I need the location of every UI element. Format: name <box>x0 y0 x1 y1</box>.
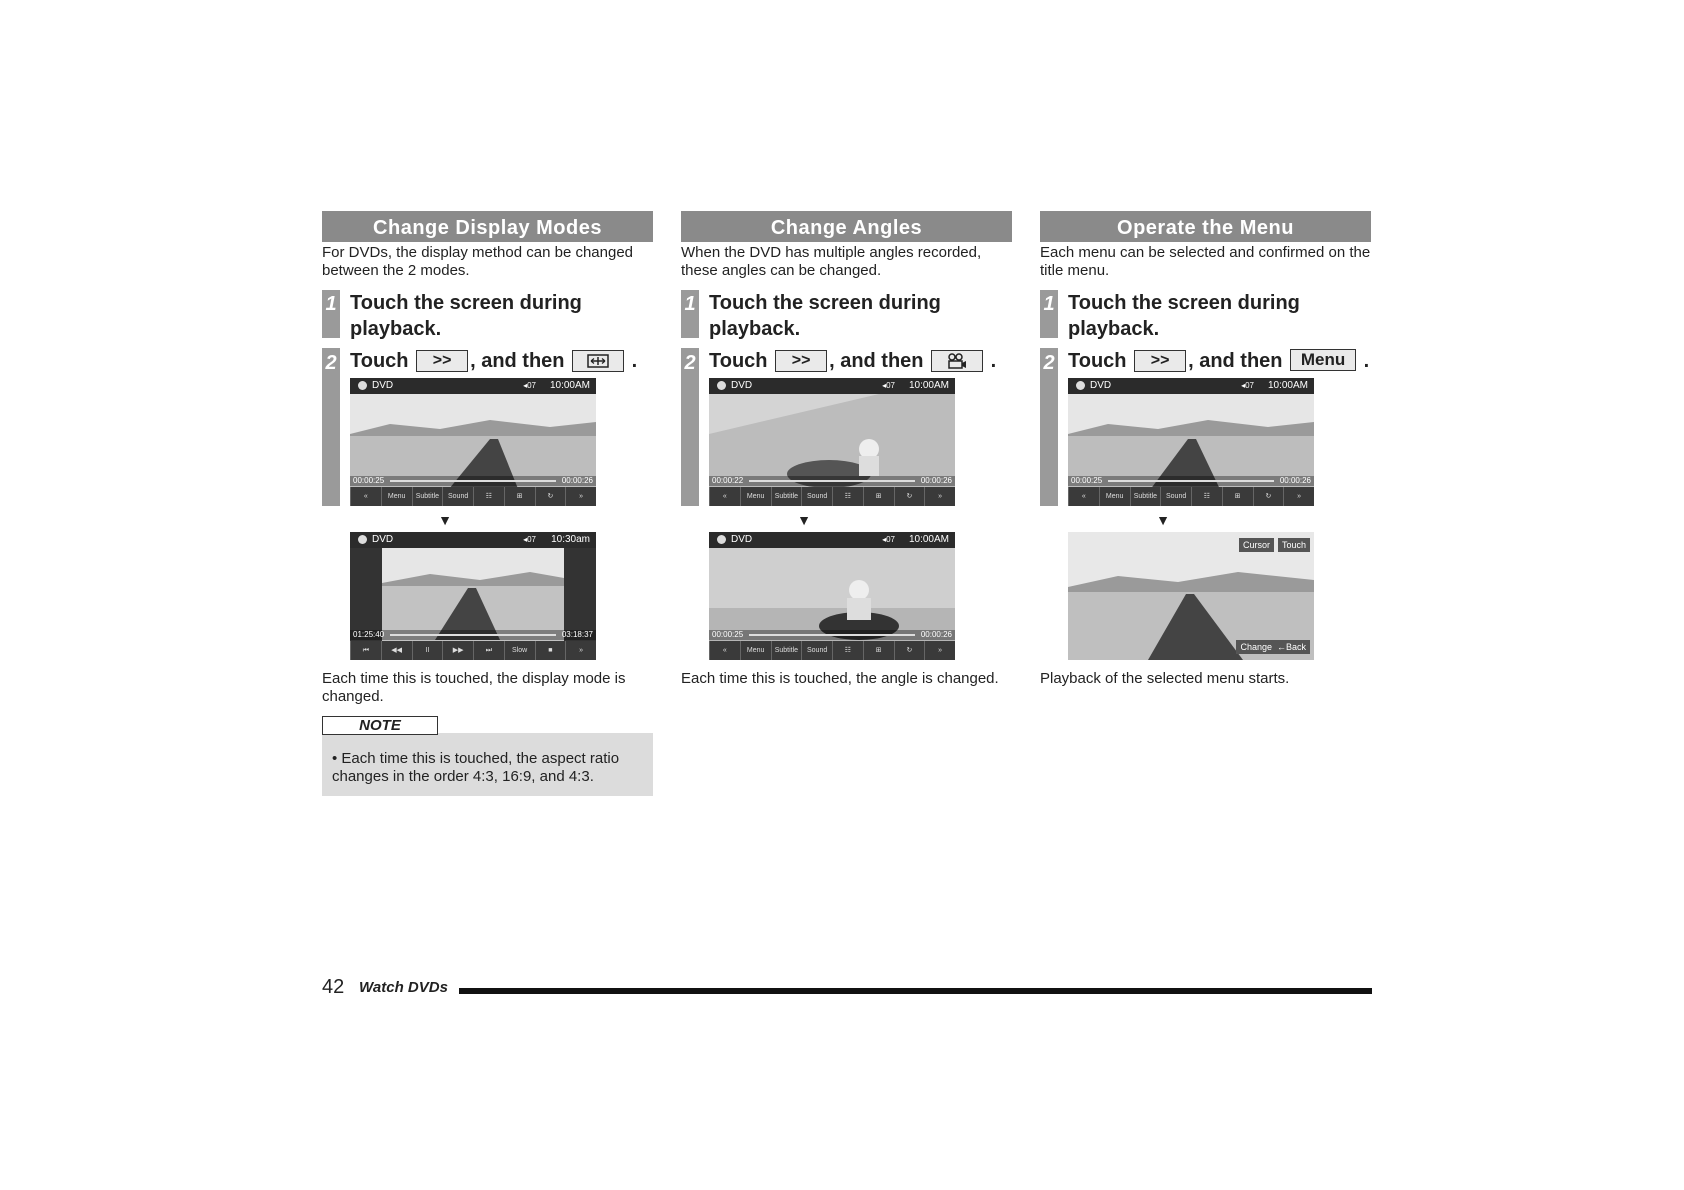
prev-page-icon: « <box>1068 487 1099 506</box>
total-time: 00:00:26 <box>561 476 593 485</box>
clock: 10:00AM <box>549 380 590 391</box>
next-page-icon: » <box>1283 487 1314 506</box>
next-page-button: >> <box>416 350 468 372</box>
cursor-button: Cursor <box>1239 538 1274 552</box>
total-time: 00:00:26 <box>920 630 952 639</box>
subtitle-button: Subtitle <box>771 641 802 660</box>
aspect-icon: ⊞ <box>863 487 894 506</box>
source-label: DVD <box>731 380 753 391</box>
touch-button: Touch <box>1278 538 1310 552</box>
step-text: Touch >> , and then . <box>709 350 997 372</box>
elapsed-time: 00:00:22 <box>712 476 744 485</box>
subtitle-button: Subtitle <box>771 487 802 506</box>
camera-angle-icon <box>942 353 972 369</box>
subtitle-button: Subtitle <box>412 487 443 506</box>
menu-button: Menu <box>1099 487 1130 506</box>
touch-word: Touch <box>1068 350 1127 372</box>
disc-icon <box>358 535 367 544</box>
angle-icon: ☷ <box>832 487 863 506</box>
dvd-screen-before <box>1068 378 1314 506</box>
progress-bar <box>709 476 955 486</box>
page-number: 42 <box>322 976 345 998</box>
disc-icon <box>717 535 726 544</box>
next-page-icon: » <box>565 487 596 506</box>
clock: 10:00AM <box>908 534 949 545</box>
clock: 10:00AM <box>908 380 949 391</box>
skip-back-icon: ⏮ <box>350 641 381 660</box>
step-1 <box>681 290 1012 342</box>
down-arrow-icon: ▼ <box>438 512 452 528</box>
prev-page-icon: « <box>709 641 740 660</box>
source-label: DVD <box>372 534 394 545</box>
angle-icon: ☷ <box>832 641 863 660</box>
step-2 <box>681 348 1012 506</box>
angle-icon: ☷ <box>1191 487 1222 506</box>
and-then-text: , and then <box>1188 350 1283 372</box>
aspect-ratio-button <box>572 350 624 372</box>
elapsed-time: 00:00:25 <box>353 476 385 485</box>
and-then-text: , and then <box>829 350 924 372</box>
step-2 <box>322 348 653 506</box>
result-caption: Each time this is touched, the display mode is changed. <box>322 670 626 705</box>
status-bar <box>350 532 596 548</box>
footer-rule <box>459 988 1372 994</box>
volume-indicator: ◂07 <box>1241 381 1254 390</box>
aspect-icon: ⊞ <box>1222 487 1253 506</box>
section-title: Change Display Modes <box>322 211 653 242</box>
back-button: ←Back <box>1273 640 1310 654</box>
step-text: Touch the screen during playback. <box>1068 292 1300 340</box>
step-2 <box>1040 348 1371 506</box>
progress-bar <box>709 630 955 640</box>
and-then-text: , and then <box>470 350 565 372</box>
disc-icon <box>358 381 367 390</box>
source-label: DVD <box>372 380 394 391</box>
dvd-screen-before <box>709 378 955 506</box>
step-text: Touch the screen during playback. <box>350 292 582 340</box>
touch-word: Touch <box>350 350 409 372</box>
elapsed-time: 00:00:25 <box>1071 476 1103 485</box>
section-title: Operate the Menu <box>1040 211 1371 242</box>
dvd-menu-screen <box>1068 532 1314 660</box>
repeat-icon: ↻ <box>1253 487 1284 506</box>
source-label: DVD <box>1090 380 1112 391</box>
clock: 10:30am <box>551 534 590 545</box>
sound-button: Sound <box>442 487 473 506</box>
step-text: Touch >> , and then Menu . <box>1068 350 1370 372</box>
note-label: NOTE <box>322 716 438 735</box>
status-bar <box>709 532 955 548</box>
next-page-icon: » <box>565 641 596 660</box>
step-number: 1 <box>1040 290 1058 338</box>
step-text: Touch the screen during playback. <box>709 292 941 340</box>
sound-button: Sound <box>801 487 832 506</box>
step-number: 2 <box>322 348 340 506</box>
playback-control-bar <box>350 641 596 660</box>
note-text: • Each time this is touched, the aspect ratio changes in the order 4:3, 16:9, and 4:3. <box>322 733 653 796</box>
section-change-angles <box>681 211 1012 688</box>
change-button: Change <box>1236 640 1276 654</box>
progress-bar <box>1068 476 1314 486</box>
slow-button: Slow <box>504 641 535 660</box>
clock: 10:00AM <box>1267 380 1308 391</box>
total-time: 00:00:26 <box>920 476 952 485</box>
elapsed-time: 00:00:25 <box>712 630 744 639</box>
status-bar <box>709 378 955 394</box>
result-caption: Each time this is touched, the angle is changed. <box>681 670 999 687</box>
total-time: 03:18:37 <box>561 630 593 639</box>
repeat-icon: ↻ <box>535 487 566 506</box>
next-page-button: >> <box>775 350 827 372</box>
source-label: DVD <box>731 534 753 545</box>
disc-icon <box>1076 381 1085 390</box>
progress-bar <box>350 630 596 640</box>
step-1 <box>322 290 653 342</box>
progress-bar <box>350 476 596 486</box>
volume-indicator: ◂07 <box>882 381 895 390</box>
skip-forward-icon: ⏭ <box>473 641 504 660</box>
control-bar <box>709 487 955 506</box>
menu-button: Menu <box>740 487 771 506</box>
touch-word: Touch <box>709 350 768 372</box>
repeat-icon: ↻ <box>894 641 925 660</box>
control-bar <box>1068 487 1314 506</box>
page-footer <box>322 976 1372 1000</box>
section-title: Change Angles <box>681 211 1012 242</box>
next-page-icon: » <box>924 487 955 506</box>
status-bar <box>1068 378 1314 394</box>
down-arrow-icon: ▼ <box>797 512 811 528</box>
next-page-icon: » <box>924 641 955 660</box>
down-arrow-icon: ▼ <box>1156 512 1170 528</box>
step-number: 2 <box>1040 348 1058 506</box>
repeat-icon: ↻ <box>894 487 925 506</box>
disc-icon <box>717 381 726 390</box>
menu-button: Menu <box>381 487 412 506</box>
pause-icon: II <box>412 641 443 660</box>
prev-page-icon: « <box>350 487 381 506</box>
dvd-screen-after <box>709 532 955 660</box>
volume-indicator: ◂07 <box>882 535 895 544</box>
menu-button: Menu <box>740 641 771 660</box>
dvd-screen-before <box>350 378 596 506</box>
note-box <box>322 716 653 796</box>
angle-icon: ☷ <box>473 487 504 506</box>
section-intro: When the DVD has multiple angles recorded, these angles can be changed. <box>681 244 982 279</box>
volume-indicator: ◂07 <box>523 535 536 544</box>
control-bar <box>709 641 955 660</box>
fast-forward-icon: ▶▶ <box>442 641 473 660</box>
control-bar <box>350 487 596 506</box>
rewind-icon: ◀◀ <box>381 641 412 660</box>
result-caption: Playback of the selected menu starts. <box>1040 670 1290 687</box>
sound-button: Sound <box>1160 487 1191 506</box>
section-change-display-modes <box>322 211 653 796</box>
step-number: 1 <box>681 290 699 338</box>
section-operate-the-menu <box>1040 211 1371 688</box>
aspect-icon: ⊞ <box>863 641 894 660</box>
status-bar <box>350 378 596 394</box>
step-number: 2 <box>681 348 699 506</box>
menu-button: Menu <box>1290 349 1356 371</box>
next-page-button: >> <box>1134 350 1186 372</box>
stop-icon: ■ <box>535 641 566 660</box>
aspect-icon: ⊞ <box>504 487 535 506</box>
section-name: Watch DVDs <box>359 979 448 996</box>
section-intro: Each menu can be selected and confirmed on the title menu. <box>1040 244 1371 279</box>
prev-page-icon: « <box>709 487 740 506</box>
step-1 <box>1040 290 1371 342</box>
total-time: 00:00:26 <box>1279 476 1311 485</box>
sound-button: Sound <box>801 641 832 660</box>
step-text: Touch >> , and then . <box>350 350 638 372</box>
subtitle-button: Subtitle <box>1130 487 1161 506</box>
section-intro: For DVDs, the display method can be changed between the 2 modes. <box>322 244 634 279</box>
dvd-screen-after <box>350 532 596 660</box>
aspect-ratio-icon <box>583 353 613 369</box>
angle-button <box>931 350 983 372</box>
step-number: 1 <box>322 290 340 338</box>
elapsed-time: 01:25:40 <box>353 630 385 639</box>
volume-indicator: ◂07 <box>523 381 536 390</box>
